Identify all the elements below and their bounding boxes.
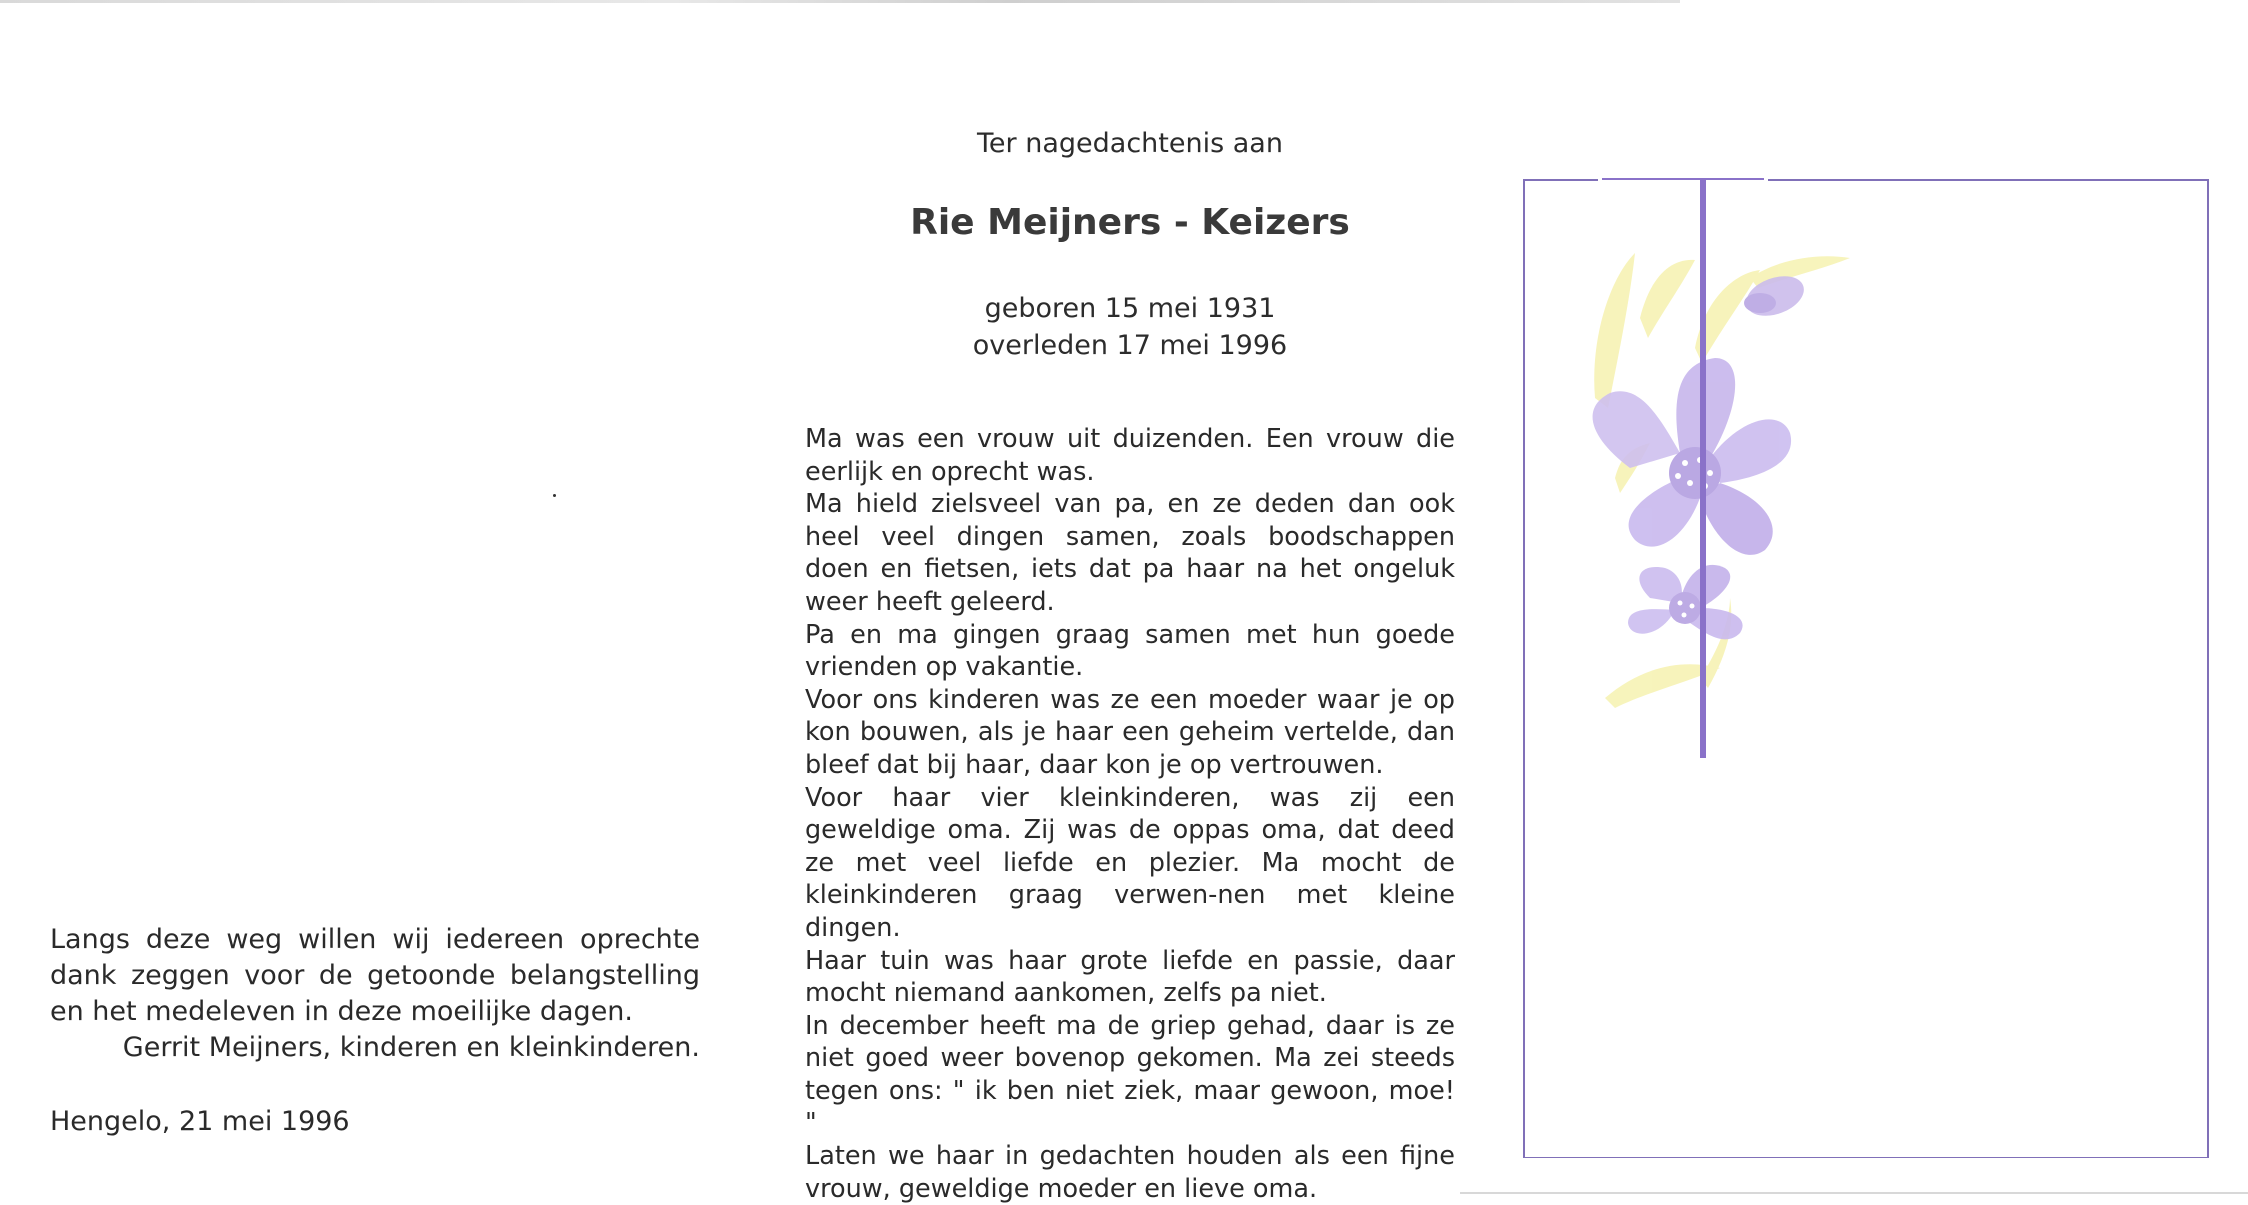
cross-flower-icon: [1520, 178, 2220, 1158]
tribute-paragraph: Laten we haar in gedachten houden als een fijne vrouw, geweldige moeder en lieve oma.: [805, 1141, 1455, 1204]
tribute-paragraph: Haar tuin was haar grote liefde en passie, daar mocht niemand aankomen, zelfs pa niet.: [805, 945, 1455, 1009]
place-date: Hengelo, 21 mei 1996: [50, 1106, 350, 1137]
tribute-paragraph: In december heeft ma de griep gehad, daar is ze niet goed weer bovenop gekomen. Ma zei steeds tegen ons: " ik ben niet ziek, maar gewoon, moe! ": [805, 1010, 1455, 1139]
scan-edge-bottom: [1460, 1192, 2248, 1194]
thanks-text: Langs deze weg willen wij iedereen oprechte dank zeggen voor de getoonde belangstelling en het medeleven in deze moeilijke dagen.: [50, 924, 700, 1027]
tribute-text: [805, 423, 1455, 1205]
tribute-paragraph: Pa en ma gingen graag samen met hun goede vrienden op vakantie.: [805, 619, 1455, 683]
thanks-note: [50, 922, 700, 1066]
flower-icon: [1593, 358, 1792, 555]
birth-date: geboren 15 mei 1931: [984, 293, 1276, 324]
scan-speck: [553, 494, 556, 497]
small-flower-icon: [1628, 565, 1743, 639]
life-dates: [820, 290, 1440, 364]
deceased-name: Rie Meijners - Keizers: [910, 202, 1350, 243]
tribute-paragraph: Voor haar vier kleinkinderen, was zij een geweldige oma. Zij was de oppas oma, dat deed ze met veel liefde en plezier. Ma mocht de kleinkinderen graag verwen-nen met kleine dingen.: [805, 782, 1455, 943]
frame-border: [1524, 180, 2208, 1158]
scan-edge-top: [0, 0, 1680, 3]
thanks-signature: Gerrit Meijners, kinderen en kleinkinderen.: [122, 1032, 700, 1063]
tribute-paragraph: Ma hield zielsveel van pa, en ze deden dan ook heel veel dingen samen, zoals boodschappen doen en fietsen, iets dat pa haar na het ongeluk weer heeft geleerd.: [805, 489, 1455, 617]
tribute-paragraph: Voor ons kinderen was ze een moeder waar je op kon bouwen, als je haar een geheim vertelde, dan bleef dat bij haar, daar kon je op vertrouwen.: [805, 684, 1455, 780]
tribute-paragraph: Ma was een vrouw uit duizenden. Een vrouw die eerlijk en oprecht was.: [805, 424, 1455, 487]
memorial-intro: Ter nagedachtenis aan: [977, 128, 1283, 159]
memorial-card-illustration: [1520, 178, 2220, 1158]
death-date: overleden 17 mei 1996: [972, 330, 1288, 361]
